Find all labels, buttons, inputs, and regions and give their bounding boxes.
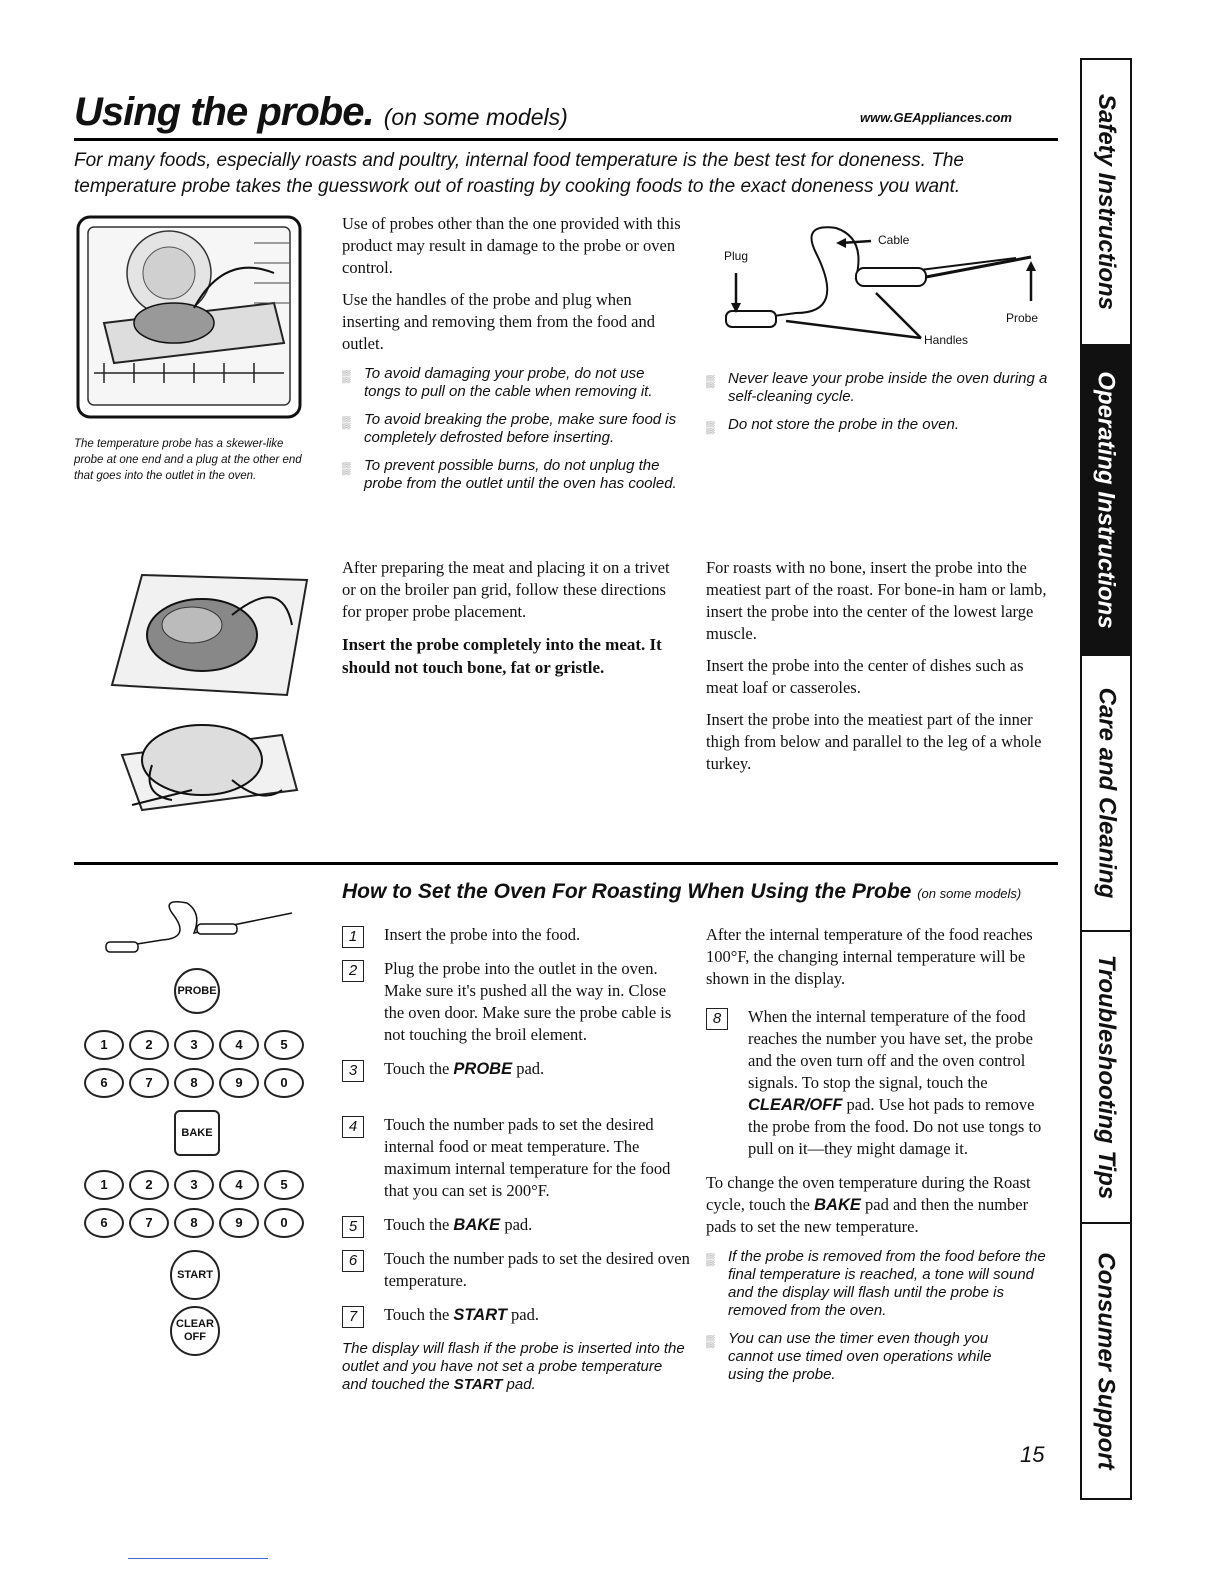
step-number: 8 <box>706 1008 728 1030</box>
number-pad-5b[interactable]: 5 <box>264 1170 304 1200</box>
step-number: 2 <box>342 960 364 982</box>
intro-text: For many foods, especially roasts and poultry, internal food temperature is the best test for doneness. The temperature probe takes the guesswork out of roasting by cooking foods to the exact doneness you want. <box>74 150 964 197</box>
step-4: 4 Touch the number pads to set the desired internal food or meat temperature. The maximum internal temperature for the food that you can set is 200°F. <box>342 1114 690 1202</box>
figure-caption: The temperature probe has a skewer-like probe at one end and a plug at the other end that goes into the outlet in the oven. <box>74 438 302 482</box>
note-tongs: ▒ To avoid damaging your probe, do not use tongs to pull on the cable when removing it. <box>342 365 653 400</box>
placement-bold-note: Insert the probe completely into the meat. It should not touch bone, fat or gristle. <box>342 635 662 677</box>
oven-probe-illustration <box>74 213 304 423</box>
label-probe: Probe <box>1006 311 1039 325</box>
number-pad-9[interactable]: 9 <box>219 1068 259 1098</box>
start-pad[interactable]: START <box>170 1250 220 1300</box>
section-rule <box>74 862 1058 865</box>
step-1: 1 Insert the probe into the food. <box>342 924 690 946</box>
note-bullet-icon: ▒ <box>706 374 715 388</box>
section-title: How to Set the Oven For Roasting When Using the Probe (on some models) <box>342 880 1022 903</box>
note-bullet-icon: ▒ <box>342 369 351 383</box>
section-sidebar <box>1080 58 1132 1500</box>
bake-pad[interactable]: BAKE <box>174 1110 220 1156</box>
clear-off-pad[interactable]: CLEAR OFF <box>170 1306 220 1356</box>
probe-storage-notes <box>706 370 1051 444</box>
note-self-clean: ▒ Never leave your probe inside the oven during a self-cleaning cycle. <box>706 370 1048 405</box>
number-pad-1[interactable]: 1 <box>84 1030 124 1060</box>
probe-warning-paragraph: Use of probes other than the one provided with this product may result in damage to the probe or oven control. <box>342 214 681 277</box>
page-title-main: Using the probe. <box>74 90 374 134</box>
number-pad-6[interactable]: 6 <box>84 1068 124 1098</box>
placement-dishes: Insert the probe into the center of dishes such as meat loaf or casseroles. <box>706 656 1024 697</box>
number-pad-3[interactable]: 3 <box>174 1030 214 1060</box>
number-pad-2b[interactable]: 2 <box>129 1170 169 1200</box>
probe-pad[interactable]: PROBE <box>174 968 220 1014</box>
step-6: 6 Touch the number pads to set the desired oven temperature. <box>342 1248 690 1292</box>
placement-roasts: For roasts with no bone, insert the probe into the meatiest part of the roast. For bone-in ham or lamb, insert the probe into the center of the lowest large muscle. <box>706 558 1047 643</box>
number-pad-8b[interactable]: 8 <box>174 1208 214 1238</box>
note-probe-removed: ▒ If the probe is removed from the food before the final temperature is reached, a tone will sound and the display will flash until the probe is removed from the oven. <box>706 1248 1046 1319</box>
note-bullet-icon: ▒ <box>706 1334 715 1348</box>
number-pad-6b[interactable]: 6 <box>84 1208 124 1238</box>
note-bullet-icon: ▒ <box>706 420 715 434</box>
temperature-display-paragraph: After the internal temperature of the food reaches 100°F, the changing internal temperature will be shown in the display. <box>706 925 1033 988</box>
step-8: 8 When the internal temperature of the food reaches the number you have set, the probe and the oven turn off and the oven control signals. To stop the signal, touch the CLEAR/OFF pad. Use hot pads to remove the probe from the food. Do not use tongs to pull on it—they might damage it. <box>706 1006 1051 1160</box>
probe-icon <box>102 898 302 958</box>
tab-care-and-cleaning[interactable]: Care and Cleaning <box>1082 656 1130 932</box>
footer-line <box>128 1558 268 1559</box>
number-pad-4b[interactable]: 4 <box>219 1170 259 1200</box>
placement-intro: After preparing the meat and placing it on a trivet or on the broiler pan grid, follow these directions for proper probe placement. <box>342 558 670 621</box>
probe-usage-text <box>342 213 682 503</box>
steps-list <box>342 924 690 1394</box>
placement-instructions <box>342 557 682 689</box>
probe-handles-paragraph: Use the handles of the probe and plug when inserting and removing them from the food and outlet. <box>342 290 655 353</box>
probe-diagram <box>706 213 1051 358</box>
placement-turkey: Insert the probe into the meatiest part of the inner thigh from below and parallel to the leg of a whole turkey. <box>706 710 1042 773</box>
number-pad-9b[interactable]: 9 <box>219 1208 259 1238</box>
note-defrost: ▒ To avoid breaking the probe, make sure food is completely defrosted before inserting. <box>342 411 677 446</box>
page-title <box>74 90 568 135</box>
step-number: 4 <box>342 1116 364 1138</box>
step-7: 7 Touch the START pad. <box>342 1304 690 1326</box>
number-pad-5[interactable]: 5 <box>264 1030 304 1060</box>
number-pad-0b[interactable]: 0 <box>264 1208 304 1238</box>
note-storage: ▒ Do not store the probe in the oven. <box>706 416 959 434</box>
label-plug: Plug <box>724 249 749 263</box>
step-number: 3 <box>342 1060 364 1082</box>
number-pad-2[interactable]: 2 <box>129 1030 169 1060</box>
number-pad-3b[interactable]: 3 <box>174 1170 214 1200</box>
note-burns: ▒ To prevent possible burns, do not unplug the probe from the outlet until the oven has cooled. <box>342 457 677 492</box>
step-number: 5 <box>342 1216 364 1238</box>
note-bullet-icon: ▒ <box>342 415 351 429</box>
label-handles: Handles <box>924 333 969 347</box>
number-pad-7[interactable]: 7 <box>129 1068 169 1098</box>
roast-turkey-illustration <box>82 565 312 820</box>
tab-operating-instructions[interactable]: Operating Instructions <box>1082 346 1130 656</box>
step-5: 5 Touch the BAKE pad. <box>342 1214 690 1236</box>
step-number: 1 <box>342 926 364 948</box>
probe-temperature-info <box>706 924 1051 1394</box>
step-number: 7 <box>342 1306 364 1328</box>
note-timer: ▒ You can use the timer even though you cannot use timed oven operations while using the probe. <box>706 1330 992 1383</box>
label-cable: Cable <box>878 233 910 247</box>
number-pad-4[interactable]: 4 <box>219 1030 259 1060</box>
change-temperature-paragraph: To change the oven temperature during the Roast cycle, touch the BAKE pad and then the number pads to set the new temperature. <box>706 1173 1031 1236</box>
header-rule <box>74 138 1058 141</box>
page-number: 15 <box>1020 1442 1045 1467</box>
flash-note: The display will flash if the probe is inserted into the outlet and you have not set a probe temperature and touched the START pad. <box>342 1340 685 1393</box>
tab-troubleshooting-tips[interactable]: Troubleshooting Tips <box>1082 932 1130 1224</box>
number-pad-8[interactable]: 8 <box>174 1068 214 1098</box>
step-number: 6 <box>342 1250 364 1272</box>
number-pad-7b[interactable]: 7 <box>129 1208 169 1238</box>
number-pad-1b[interactable]: 1 <box>84 1170 124 1200</box>
number-pad-0[interactable]: 0 <box>264 1068 304 1098</box>
note-bullet-icon: ▒ <box>706 1252 715 1266</box>
step-3: 3 Touch the PROBE pad. <box>342 1058 690 1080</box>
website-link[interactable]: www.GEAppliances.com <box>860 110 1012 125</box>
placement-details <box>706 557 1051 785</box>
keypad-illustration <box>82 890 314 1360</box>
tab-consumer-support[interactable]: Consumer Support <box>1093 1252 1120 1470</box>
tab-safety-instructions[interactable]: Safety Instructions <box>1082 60 1130 346</box>
page-title-sub: (on some models) <box>383 104 568 130</box>
step-2: 2 Plug the probe into the outlet in the oven. Make sure it's pushed all the way in. Close the oven door. Make sure the probe cable is not touching the broil element. <box>342 958 690 1046</box>
note-bullet-icon: ▒ <box>342 461 351 475</box>
